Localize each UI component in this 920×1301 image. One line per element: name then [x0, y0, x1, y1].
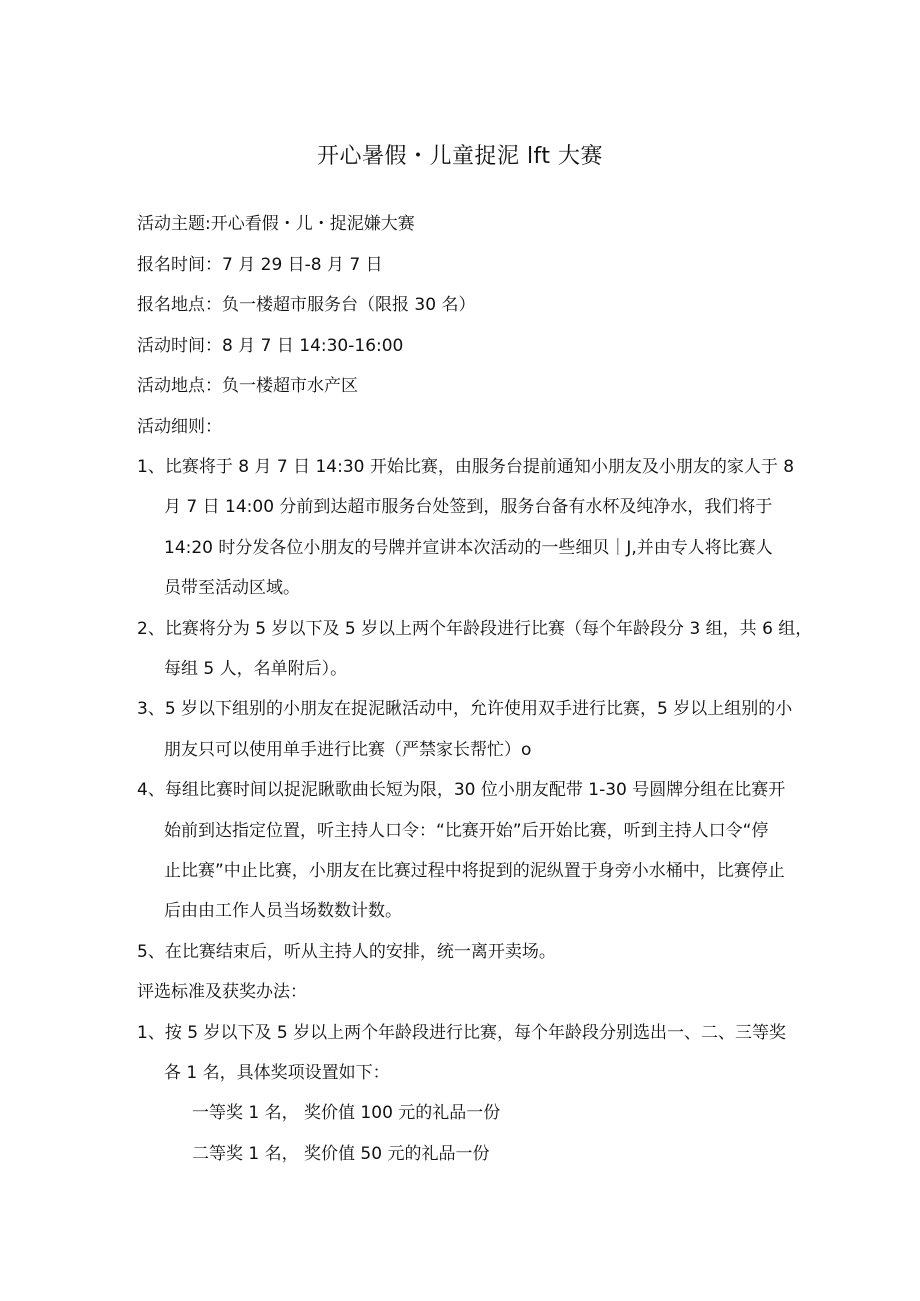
info-event-place: 活动地点：负一楼超市水产区 [137, 376, 358, 396]
rule-3-line-2: 朋友只可以使用单手进行比赛（严禁家长帮忙）o [164, 740, 532, 760]
rule-3-line-1: 3、5 岁以下组别的小朋友在捉泥瞅活动中，允许使用双手进行比赛，5 岁以上组别的小 [137, 699, 793, 719]
rules-heading: 活动细则： [137, 417, 222, 437]
rule-2-line-2: 每组 5 人，名单附后）。 [164, 659, 348, 679]
award-heading: 评选标准及获奖办法： [137, 982, 307, 1002]
rule-1-line-2: 月 7 日 14:00 分前到达超市服务台处签到，服务台备有水杯及纯净水，我们将于 [164, 497, 773, 517]
award-first-prize: 一等奖 1 名， 奖价值 100 元的礼品一份 [192, 1103, 501, 1123]
rule-1-line-1: 1、比赛将于 8 月 7 日 14:30 开始比赛，由服务台提前通知小朋友及小朋友的家人于 8 [137, 457, 795, 477]
rule-1-line-3: 14:20 时分发各位小朋友的号牌并宣讲本次活动的一些细贝｜J,并由专人将比赛人 [164, 538, 773, 558]
award-second-prize: 二等奖 1 名， 奖价值 50 元的礼品一份 [192, 1144, 490, 1164]
rule-1-line-4: 员带至活动区域。 [164, 578, 300, 598]
rule-5-line-1: 5、在比赛结束后，听从主持人的安排，统一离开卖场。 [137, 942, 556, 962]
rule-4-line-2: 始前到达指定位置，听主持人口令：“比赛开始”后开始比赛，听到主持人口令“停 [164, 821, 769, 841]
rule-4-line-3: 止比赛”中止比赛，小朋友在比赛过程中将捉到的泥纵置于身旁小水桶中，比赛停止 [164, 861, 785, 881]
award-item-1-line-2: 各 1 名，具体奖项设置如下： [164, 1063, 390, 1083]
info-signup-place: 报名地点：负一楼超市服务台（限报 30 名） [137, 295, 476, 315]
document-title: 开心暑假・儿童捉泥 lft 大赛 [316, 144, 604, 169]
rule-2-line-1: 2、比赛将分为 5 岁以下及 5 岁以上两个年龄段进行比赛（每个年龄段分 3 组，共 6 组， [137, 619, 813, 639]
info-event-time: 活动时间：8 月 7 日 14:30-16:00 [137, 336, 404, 356]
award-item-1-line-1: 1、按 5 岁以下及 5 岁以上两个年龄段进行比赛，每个年龄段分别选出一、二、三等奖 [137, 1023, 787, 1043]
rule-4-line-1: 4、每组比赛时间以捉泥瞅歌曲长短为限，30 位小朋友配带 1-30 号圆牌分组在比赛开 [137, 780, 786, 800]
info-signup-time: 报名时间：7 月 29 日-8 月 7 日 [137, 255, 383, 275]
info-theme: 活动主题:开心看假・儿・捉泥嫌大赛 [137, 214, 415, 234]
rule-4-line-4: 后由由工作人员当场数数计数。 [164, 901, 402, 921]
